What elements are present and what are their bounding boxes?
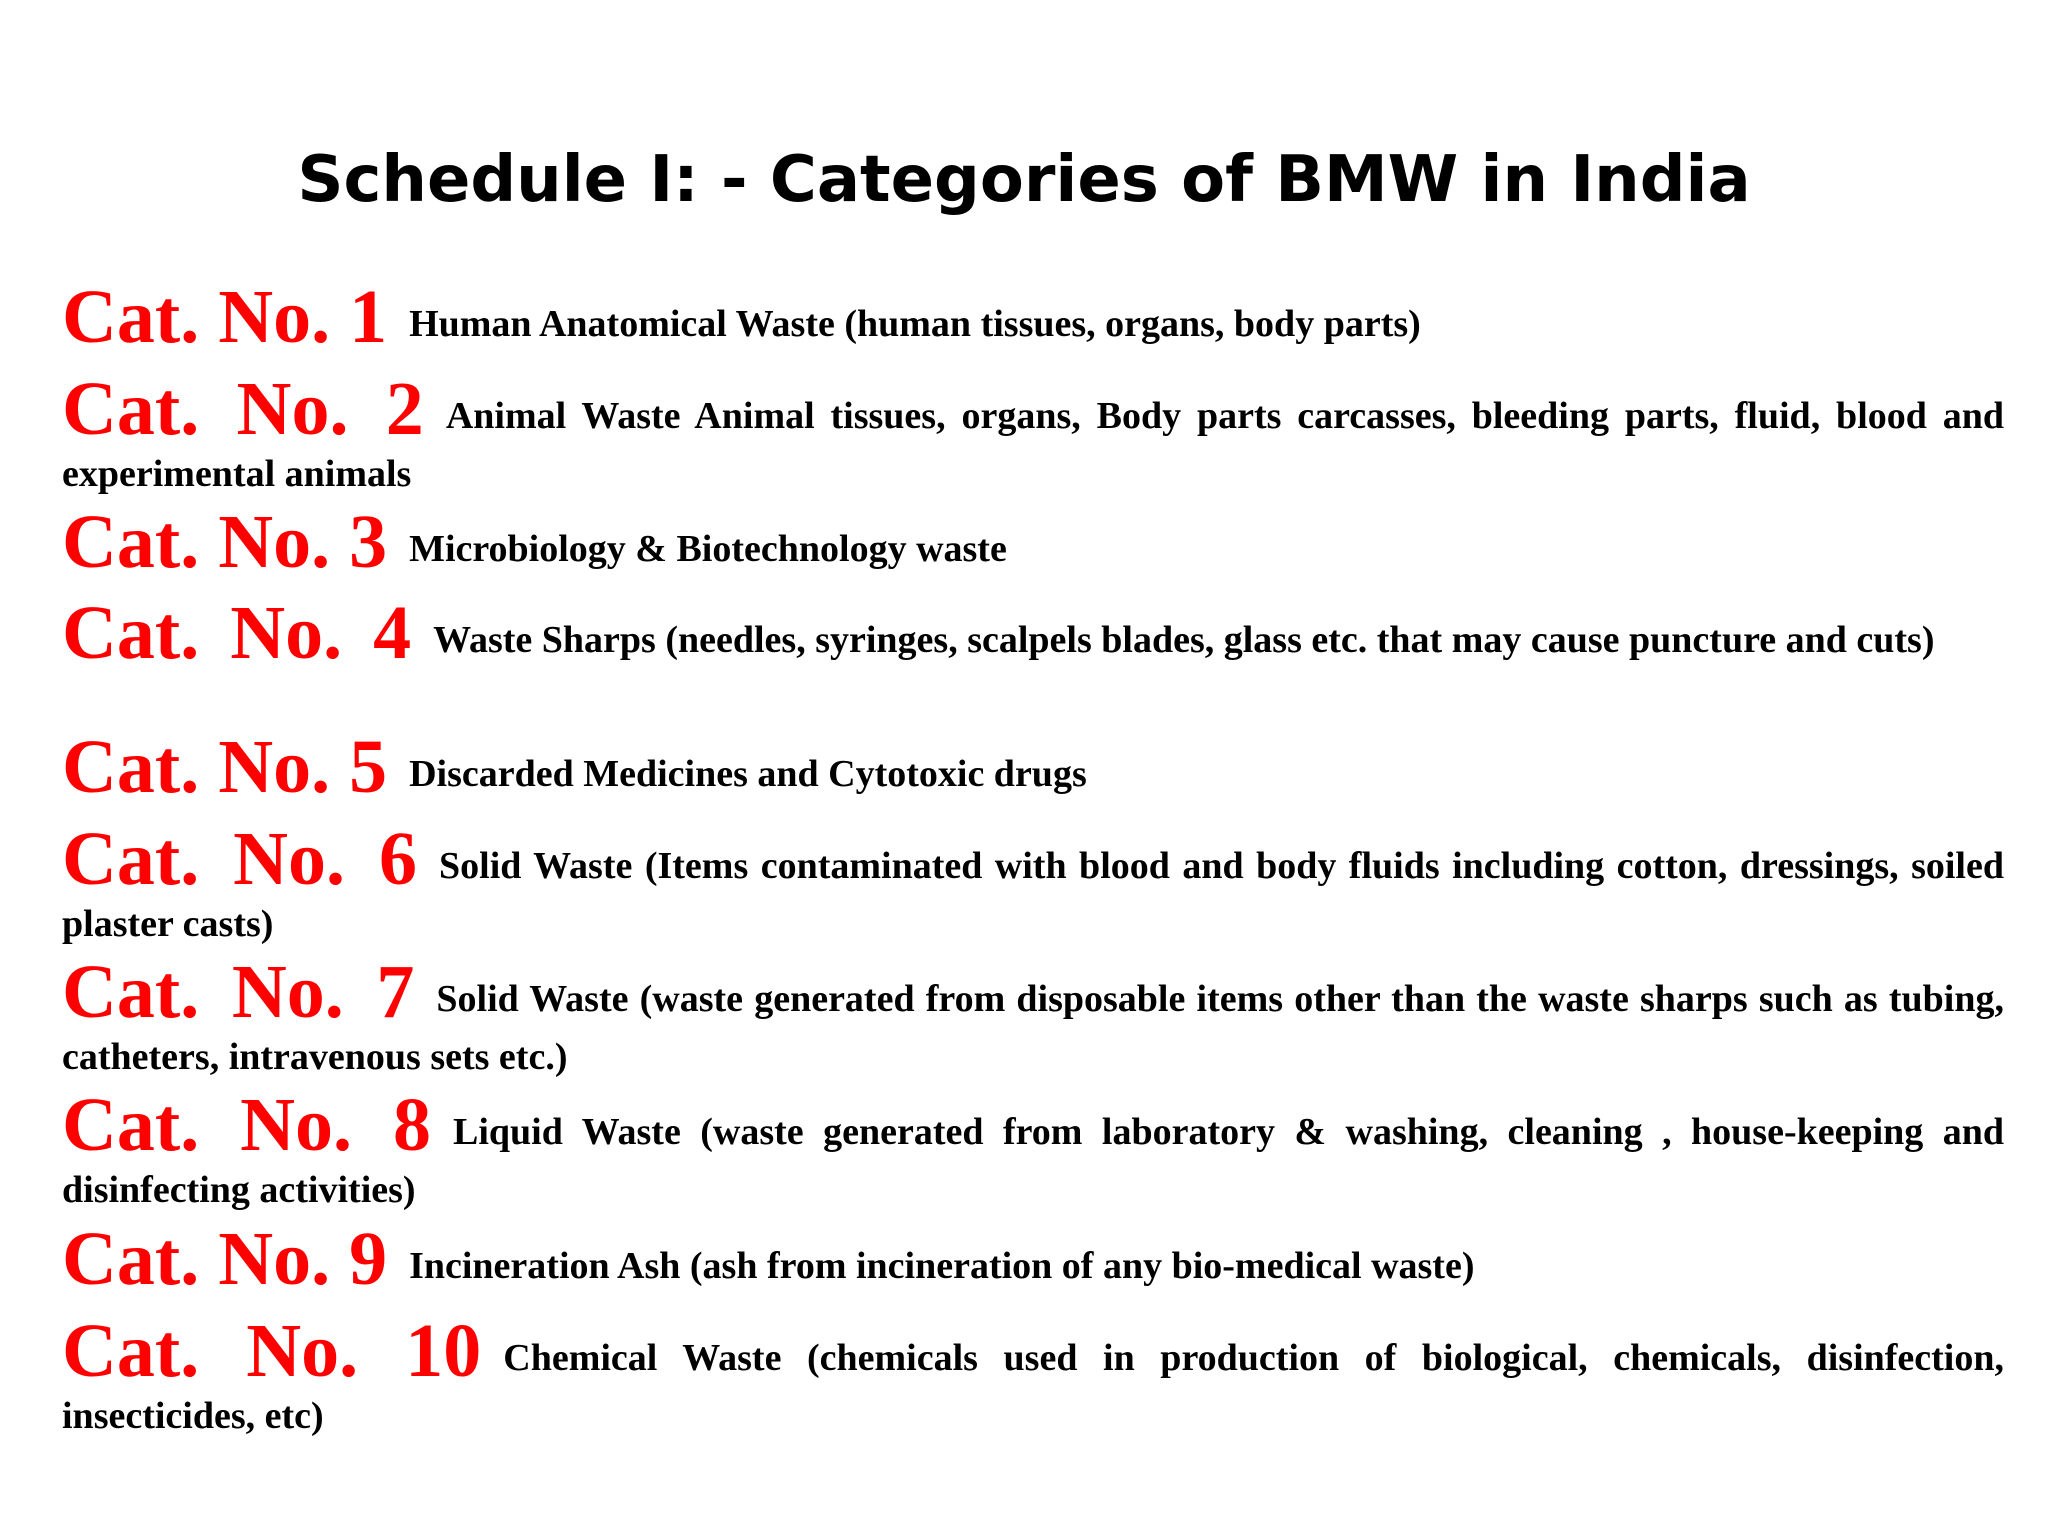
category-label: Cat. No. 8 bbox=[62, 1083, 431, 1167]
category-description: Animal Waste Animal tissues, organs, Body parts carcasses, bleeding parts, fluid, blood and experimental animals bbox=[62, 395, 2005, 495]
category-description: Discarded Medicines and Cytotoxic drugs bbox=[409, 753, 1087, 795]
category-description: Solid Waste (Items contaminated with blood and body fluids including cotton, dressings, soiled plaster casts) bbox=[62, 845, 2004, 945]
category-description: Waste Sharps (needles, syringes, scalpels blades, glass etc. that may cause puncture and cuts) bbox=[433, 619, 1935, 661]
category-description: Incineration Ash (ash from incineration of any bio-medical waste) bbox=[409, 1245, 1475, 1287]
category-entry-2 bbox=[62, 367, 2005, 507]
category-entry-4 bbox=[62, 591, 2004, 675]
category-label: Cat. No. 6 bbox=[62, 817, 417, 901]
category-label: Cat. No. 1 bbox=[62, 275, 388, 359]
category-label: Cat. No. 5 bbox=[62, 725, 388, 809]
category-entry-6 bbox=[62, 817, 2004, 957]
category-description: Liquid Waste (waste generated from laboratory & washing, cleaning , house-keeping and disinfecting activities) bbox=[62, 1111, 2005, 1211]
category-description: Solid Waste (waste generated from disposable items other than the waste sharps such as tubing, catheters, intravenous sets etc.) bbox=[62, 978, 2004, 1078]
category-description: Human Anatomical Waste (human tissues, organs, body parts) bbox=[409, 303, 1421, 345]
category-entry-9 bbox=[62, 1217, 2004, 1301]
category-description: Microbiology & Biotechnology waste bbox=[409, 528, 1007, 570]
category-label: Cat. No. 3 bbox=[62, 500, 388, 584]
category-label: Cat. No. 4 bbox=[62, 591, 412, 675]
category-entry-5 bbox=[62, 725, 2004, 809]
category-label: Cat. No. 10 bbox=[62, 1309, 482, 1393]
category-label: Cat. No. 7 bbox=[62, 950, 415, 1034]
category-description: Chemical Waste (chemicals used in production of biological, chemicals, disinfection, insecticides, etc) bbox=[62, 1337, 2004, 1437]
category-entry-3 bbox=[62, 500, 2004, 584]
category-entry-1 bbox=[62, 275, 2004, 359]
category-entry-10 bbox=[62, 1309, 2004, 1449]
category-entry-7 bbox=[62, 950, 2004, 1090]
category-label: Cat. No. 9 bbox=[62, 1217, 388, 1301]
slide-title: Schedule I: - Categories of BMW in India bbox=[297, 143, 1751, 217]
category-entry-8 bbox=[62, 1083, 2005, 1223]
category-label: Cat. No. 2 bbox=[62, 367, 424, 451]
